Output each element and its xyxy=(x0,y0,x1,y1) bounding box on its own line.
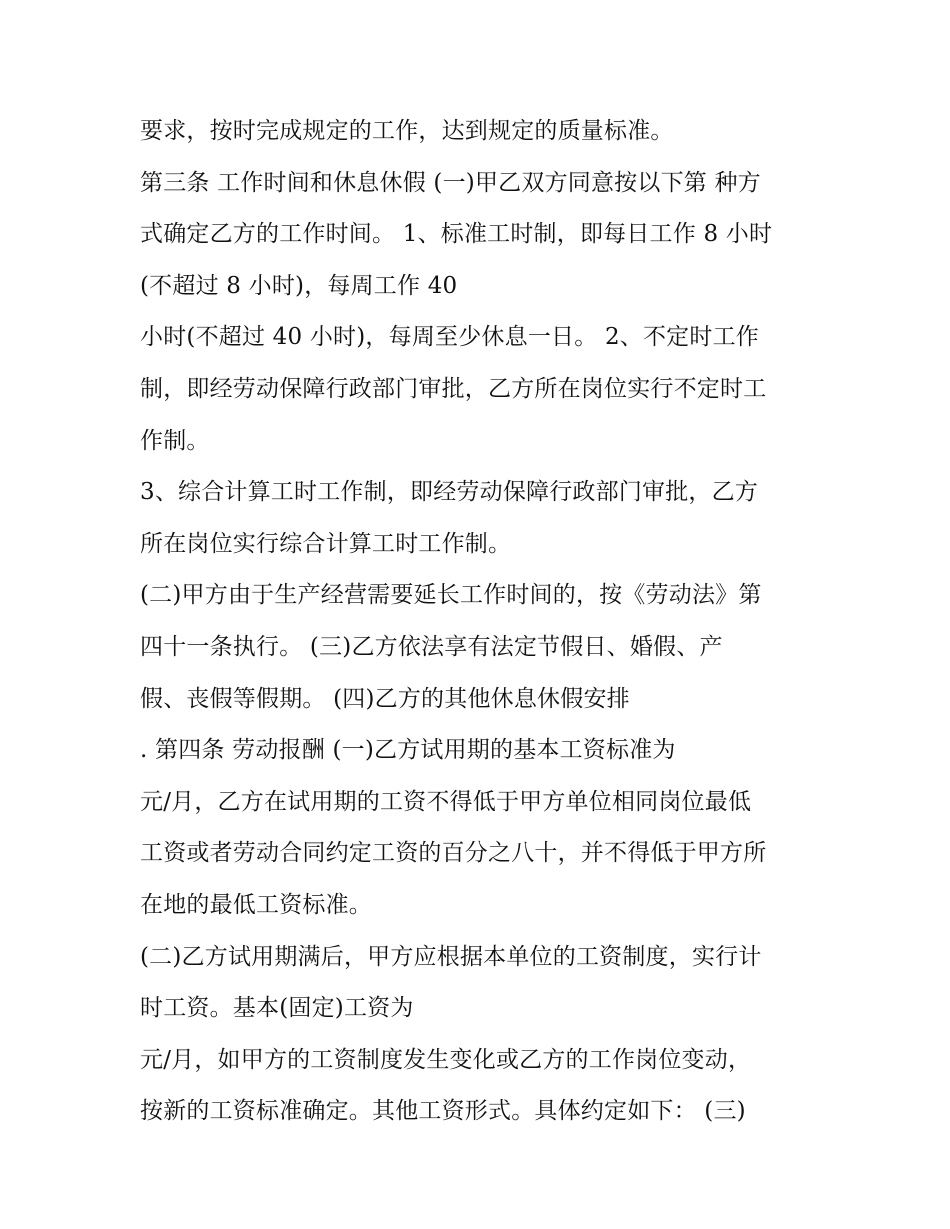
text-line: 假、丧假等假期。 (四)乙方的其他休息休假安排 xyxy=(140,685,630,712)
text-line: (二)乙方试用期满后，甲方应根据本单位的工资制度，实行计 xyxy=(140,943,762,970)
text-line: 所在岗位实行综合计算工时工作制。 xyxy=(140,530,512,557)
text-line: 按新的工资标准确定。其他工资形式。具体约定如下： (三) xyxy=(140,1098,746,1125)
text-line: 元/月，乙方在试用期的工资不得低于甲方单位相同岗位最低 xyxy=(140,788,752,815)
text-line: 第三条 工作时间和休息休假 (一)甲乙双方同意按以下第 种方 xyxy=(140,169,761,196)
text-line: . 第四条 劳动报酬 (一)乙方试用期的基本工资标准为 xyxy=(140,737,676,764)
text-line: 在地的最低工资标准。 xyxy=(140,891,372,918)
text-line: 四十一条执行。 (三)乙方依法享有法定节假日、婚假、产 xyxy=(140,633,723,660)
text-line: 要求，按时完成规定的工作，达到规定的质量标准。 xyxy=(140,118,674,144)
text-line: 作制。 xyxy=(140,427,210,454)
text-line: (二)甲方由于生产经营需要延长工作时间的，按《劳动法》第 xyxy=(140,582,762,609)
text-line: 时工资。基本(固定)工资为 xyxy=(140,995,414,1022)
text-line: 制，即经劳动保障行政部门审批，乙方所在岗位实行不定时工 xyxy=(140,375,767,402)
text-line: 小时(不超过 40 小时)，每周至少休息一日。 2、不定时工作 xyxy=(140,324,759,351)
text-line: 式确定乙方的工作时间。 1、标准工时制，即每日工作 8 小时 xyxy=(140,221,773,248)
text-line: (不超过 8 小时)，每周工作 40 xyxy=(140,272,458,299)
text-line: 元/月，如甲方的工资制度发生变化或乙方的工作岗位变动， xyxy=(140,1046,752,1073)
text-line: 工资或者劳动合同约定工资的百分之八十，并不得低于甲方所 xyxy=(140,840,767,867)
text-line: 3、综合计算工时工作制，即经劳动保障行政部门审批，乙方 xyxy=(140,479,759,506)
contract-text-body xyxy=(140,106,830,1138)
